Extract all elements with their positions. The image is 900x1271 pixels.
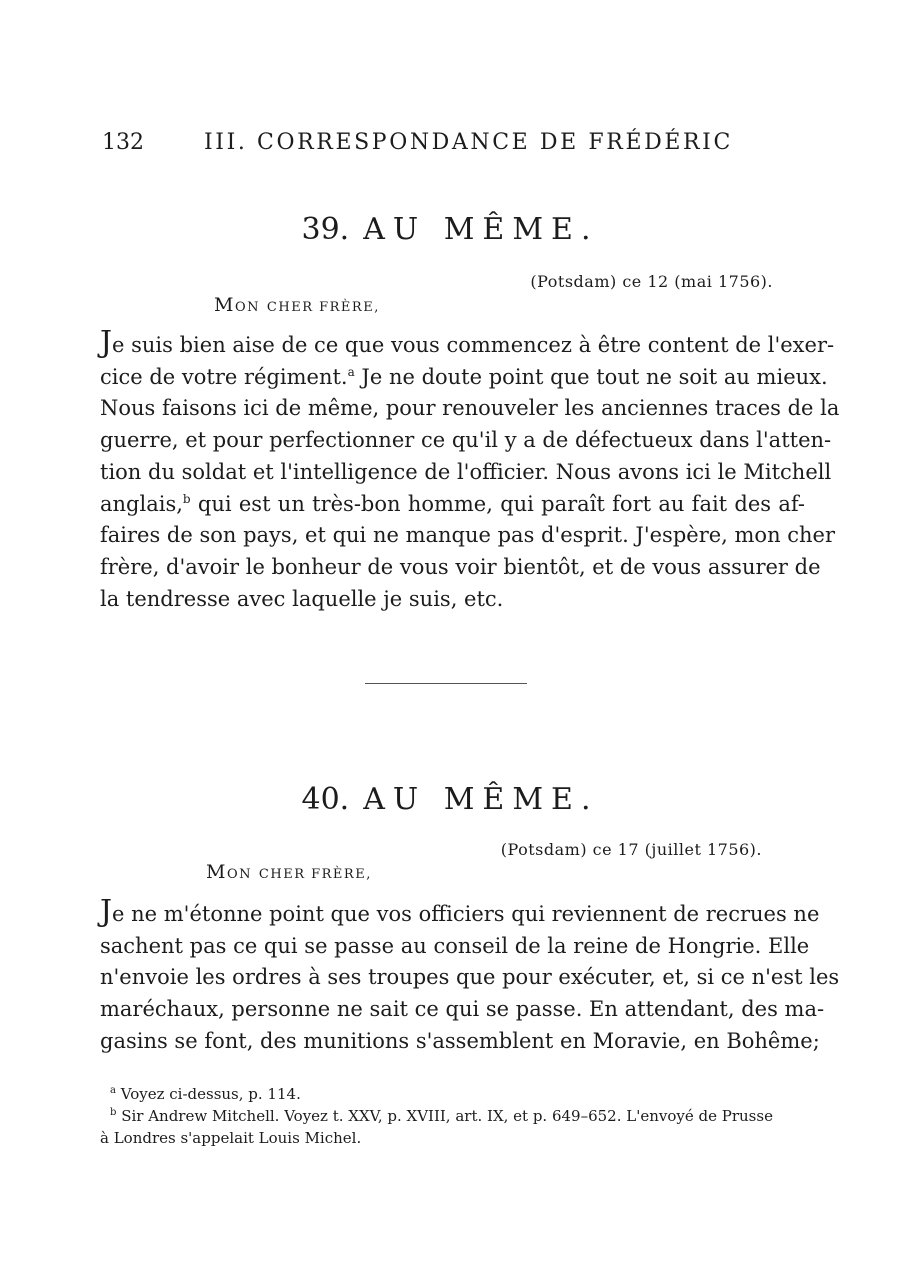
footnote xyxy=(100,1105,800,1127)
footnote-text: Voyez ci-dessus, p. 114. xyxy=(120,1085,301,1103)
salutation xyxy=(206,861,372,883)
salutation-small: ON xyxy=(234,300,261,315)
body-line: n'envoie les ordres à ses troupes que pour exécuter, et, si ce n'est les xyxy=(100,965,840,990)
letter-heading xyxy=(0,782,900,817)
body-text: cice de votre régiment. xyxy=(100,364,348,389)
footnote xyxy=(100,1083,800,1105)
body-line: frère, d'avoir le bonheur de vous voir bientôt, et de vous assurer de xyxy=(100,554,821,579)
body-line: la tendresse avec laquelle je suis, etc. xyxy=(100,586,504,611)
body-line xyxy=(100,325,835,362)
initial-letter: J xyxy=(100,894,113,929)
section-divider xyxy=(365,683,527,684)
body-line: tion du soldat et l'intelligence de l'officier. Nous avons ici le Mitchell xyxy=(100,459,832,484)
salutation xyxy=(214,294,380,316)
page-number: 132 xyxy=(102,130,144,155)
body-text: Je ne doute point que tout ne soit au mieux. xyxy=(354,364,828,389)
footnote-continuation: à Londres s'appelait Louis Michel. xyxy=(100,1129,362,1147)
footnote-marker: a xyxy=(110,1085,116,1096)
body-text: anglais, xyxy=(100,491,183,516)
body-line xyxy=(100,489,805,521)
salutation-small: ON xyxy=(226,867,253,882)
body-line: Nous faisons ici de même, pour renouveler les anciennes traces de la xyxy=(100,396,840,421)
salutation-initial: M xyxy=(214,294,235,316)
body-text: e suis bien aise de ce que vous commencez à être content de l'exer- xyxy=(112,333,835,357)
letter-number: 39. xyxy=(301,212,350,247)
letter-body xyxy=(100,325,840,615)
footnote-marker: b xyxy=(110,1107,117,1118)
letter-body xyxy=(100,894,840,1058)
letter-title: AU MÊME. xyxy=(363,782,599,817)
body-line: maréchaux, personne ne sait ce qui se passe. En attendant, des ma- xyxy=(100,997,825,1022)
letter-number: 40. xyxy=(301,782,350,817)
initial-letter: J xyxy=(100,325,113,360)
body-line: guerre, et pour perfectionner ce qu'il y a de défectueux dans l'atten- xyxy=(100,428,832,453)
body-text: e ne m'étonne point que vos officiers qui reviennent de recrues ne xyxy=(112,902,820,926)
salutation-initial: M xyxy=(206,861,227,883)
body-line: sachent pas ce qui se passe au conseil de la reine de Hongrie. Elle xyxy=(100,933,810,958)
salutation-rest: CHER FRÈRE, xyxy=(258,867,372,882)
letter-heading xyxy=(0,212,900,247)
body-line: gasins se font, des munitions s'assemblent en Moravie, en Bohême; xyxy=(100,1028,820,1053)
body-line: faires de son pays, et qui ne manque pas d'esprit. J'espère, mon cher xyxy=(100,523,836,548)
body-text: qui est un très-bon homme, qui paraît fort au fait des af- xyxy=(190,491,805,516)
dateline: (Potsdam) ce 17 (juillet 1756). xyxy=(500,840,762,859)
footnote-text: Sir Andrew Mitchell. Voyez t. XXV, p. XVIII, art. IX, et p. 649–652. L'envoyé de Prusse xyxy=(121,1107,773,1125)
footnotes xyxy=(100,1083,800,1149)
salutation-rest: CHER FRÈRE, xyxy=(266,300,380,315)
footnote-marker: b xyxy=(182,491,191,506)
letter-title: AU MÊME. xyxy=(363,212,599,247)
body-line xyxy=(100,894,820,931)
running-head xyxy=(0,130,900,160)
dateline: (Potsdam) ce 12 (mai 1756). xyxy=(530,272,773,291)
body-line xyxy=(100,362,828,394)
footnote-marker: a xyxy=(347,364,355,379)
running-title: III. CORRESPONDANCE DE FRÉDÉRIC xyxy=(204,130,733,155)
